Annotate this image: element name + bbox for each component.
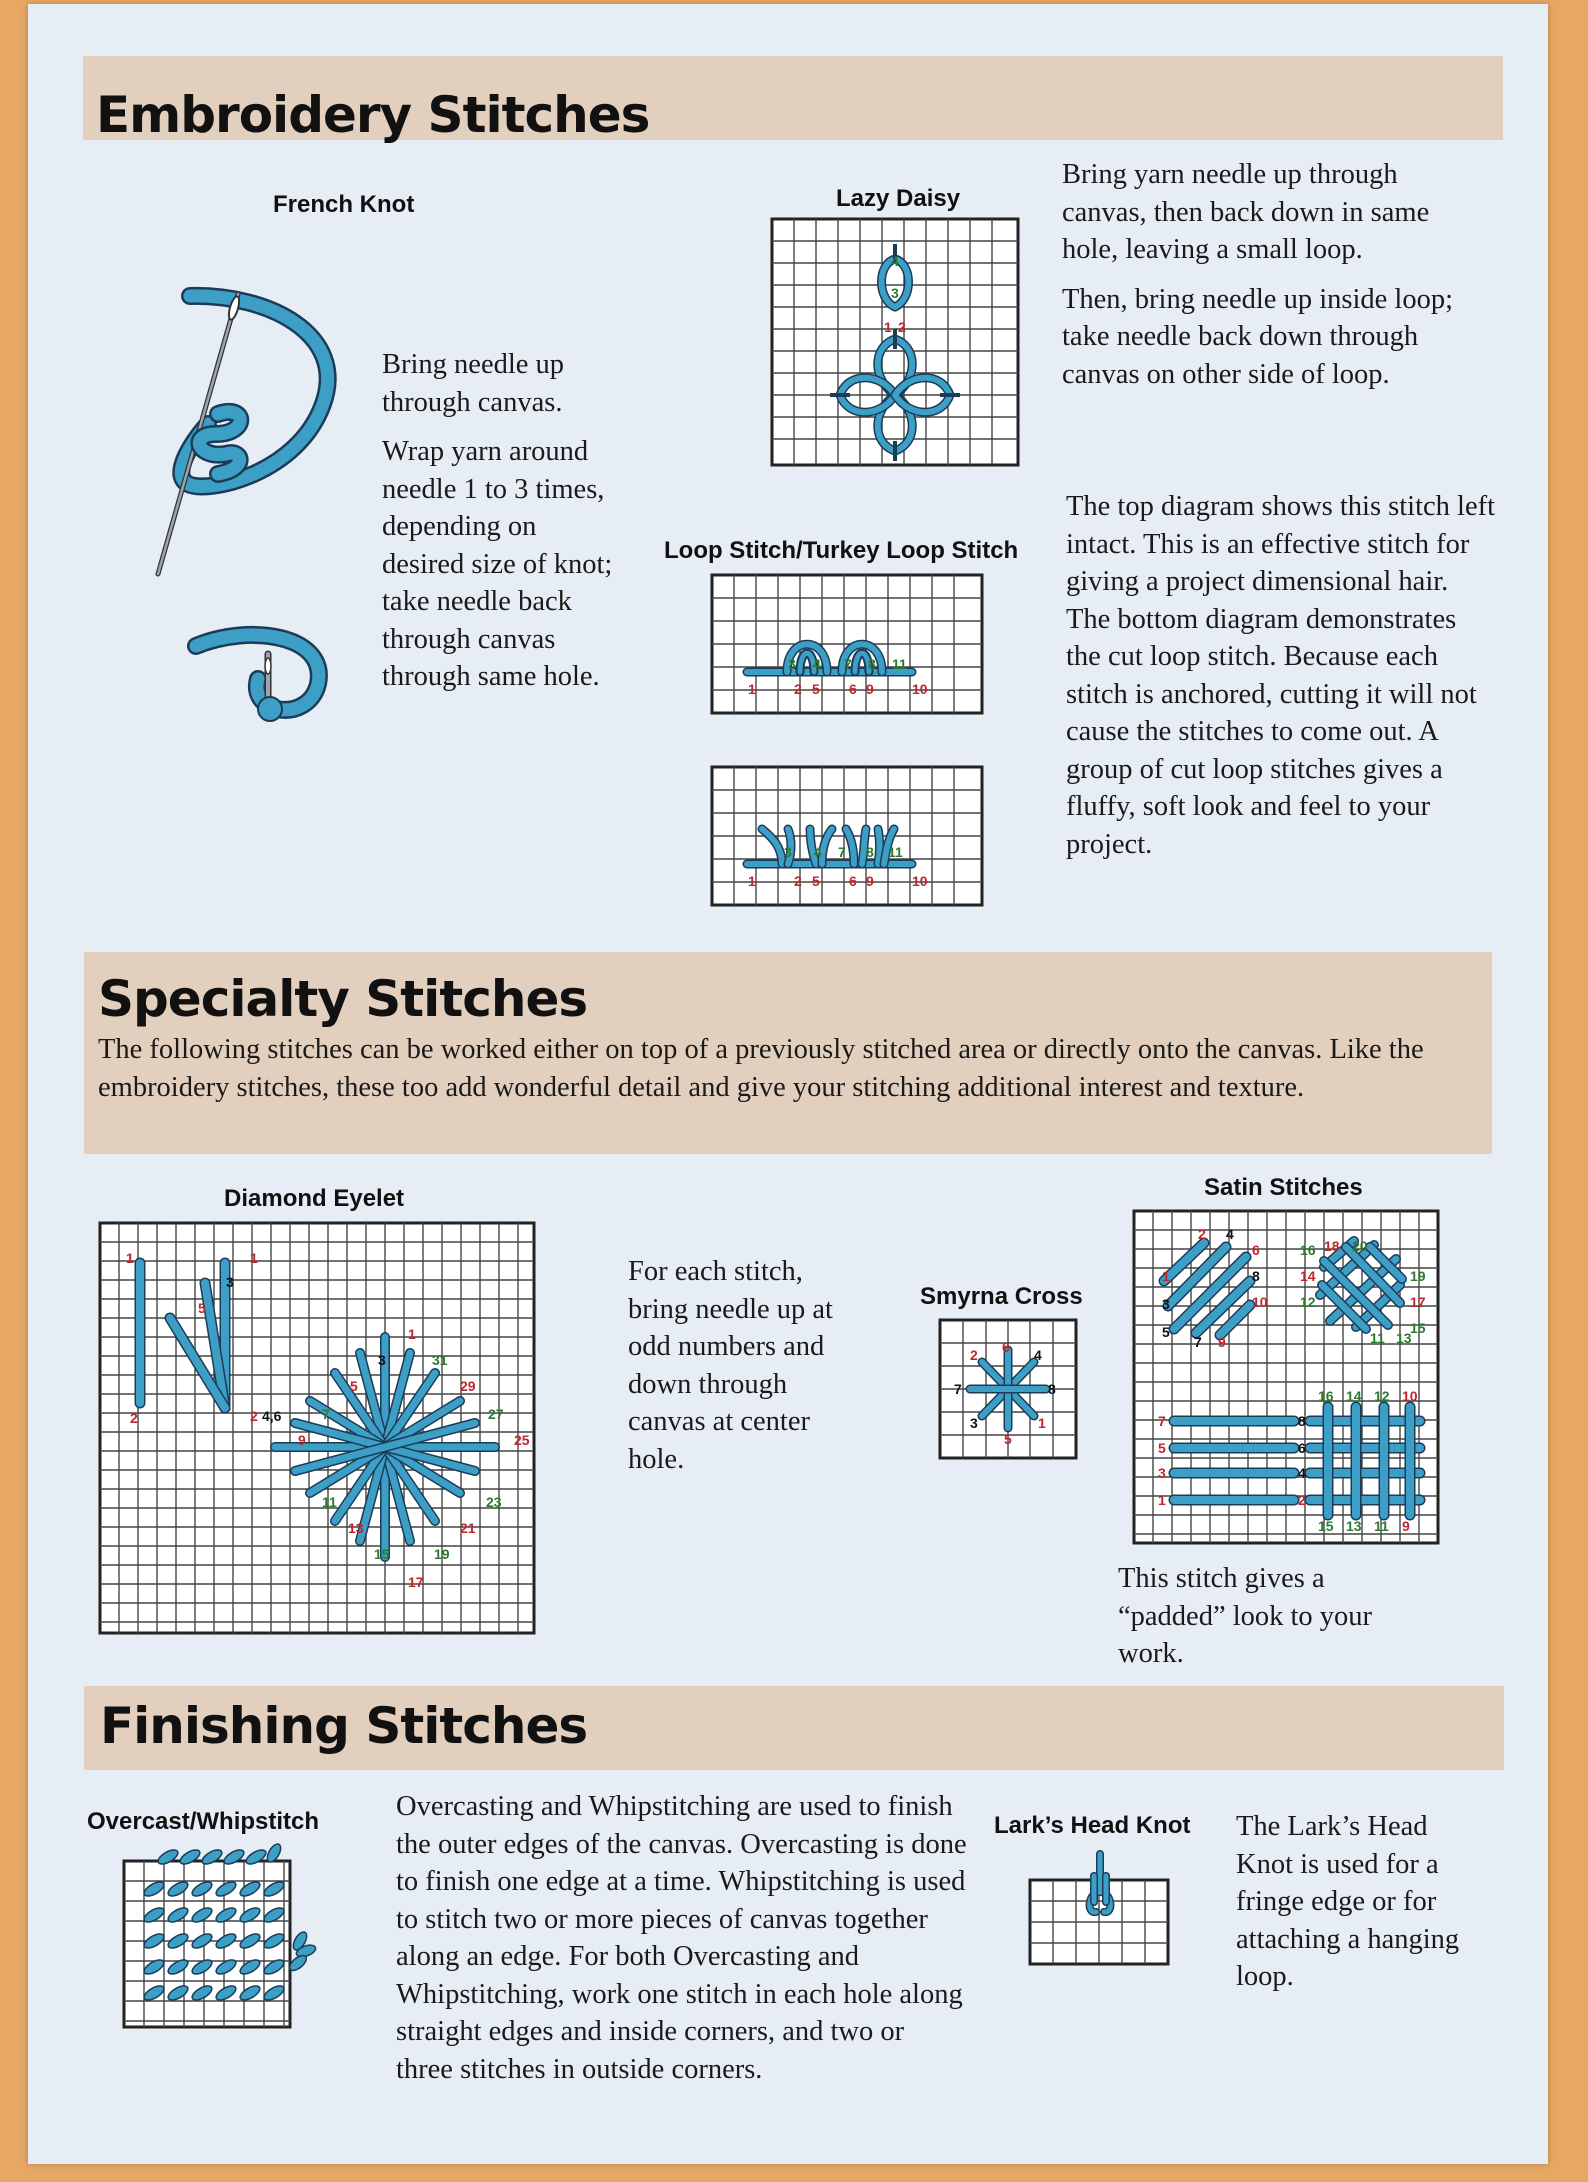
eyelet-num: 5 — [350, 1378, 358, 1394]
smyrna-num: 1 — [1038, 1415, 1046, 1431]
eyelet-num: 2 — [250, 1408, 258, 1424]
loop-top-num: 8 — [868, 656, 876, 672]
smyrna-num: 3 — [970, 1415, 978, 1431]
loop-bottom-num: 5 — [812, 873, 820, 889]
smyrna-num: 6 — [1002, 1339, 1010, 1355]
eyelet-num: 21 — [460, 1520, 476, 1536]
loop-bottom-num: 3 — [784, 844, 792, 860]
satin-num: 13 — [1396, 1330, 1412, 1346]
eyelet-num: 3 — [378, 1352, 386, 1368]
satin-num: 7 — [1194, 1334, 1202, 1350]
larks-head-diagram — [1028, 1852, 1172, 1966]
smyrna-cross-label: Smyrna Cross — [920, 1283, 1083, 1310]
eyelet-num: 31 — [432, 1352, 448, 1368]
specialty-intro: The following stitches can be worked either on top of a previously stitched area or directly onto the canvas. Like the embroidery stitches, these too add wonderful detail and give your stitching additional interest and texture. — [98, 1034, 1424, 1103]
eyelet-num: 2 — [130, 1410, 138, 1426]
smyrna-num: 5 — [1004, 1431, 1012, 1447]
loop-bottom-num: 2 — [794, 873, 802, 889]
loop-top-num: 7 — [844, 656, 852, 672]
lazy-daisy-num: 1 — [884, 319, 892, 335]
eyelet-num: 4,6 — [262, 1408, 282, 1424]
satin-num: 3 — [1162, 1296, 1170, 1312]
loop-top-num: 2 — [794, 681, 802, 697]
lazy-daisy-step-2: Then, bring needle up inside loop; take needle back down through canvas on other side of loop. — [1062, 283, 1453, 390]
lazy-daisy-label: Lazy Daisy — [836, 185, 961, 212]
lazy-daisy-num: 3 — [891, 285, 899, 301]
satin-num: 2 — [1198, 1226, 1206, 1242]
eyelet-num: 19 — [434, 1546, 450, 1562]
satin-stitches-text: This stitch gives a “padded” look to your work. — [1118, 1563, 1373, 1669]
eyelet-num: 7 — [322, 1406, 330, 1422]
satin-num: 7 — [1158, 1413, 1166, 1429]
french-knot-text — [382, 346, 622, 708]
smyrna-num: 7 — [954, 1381, 962, 1397]
lazy-daisy-num: 4 — [891, 253, 899, 269]
satin-num: 18 — [1324, 1238, 1340, 1254]
overcast-label: Overcast/Whipstitch — [87, 1808, 320, 1835]
eyelet-num: 13 — [348, 1520, 364, 1536]
diamond-eyelet-text: For each stitch, bring needle up at odd numbers and down through canvas at center hole. — [628, 1256, 833, 1475]
overcast-text: Overcasting and Whipstitching are used to finish the outer edges of the canvas. Overcasting is done to finish one edge at a time. Whipstitching is used to stitch two or more pieces of canvas together along an edge. For both Overcasting and Whipstitching, work one stitch in each hole along straight edges and inside corners, and two or three stitches in outside corners. — [396, 1791, 967, 2085]
satin-num: 4 — [1298, 1465, 1306, 1481]
lazy-daisy-text — [1062, 156, 1482, 405]
loop-top-num: 9 — [866, 681, 874, 697]
satin-stitches-label: Satin Stitches — [1204, 1174, 1363, 1201]
lazy-daisy-diagram — [772, 219, 1018, 465]
loop-bottom-num: 10 — [912, 873, 928, 889]
eyelet-num: 15 — [374, 1546, 390, 1562]
satin-num: 3 — [1158, 1465, 1166, 1481]
loop-stitch-label: Loop Stitch/Turkey Loop Stitch — [664, 537, 1019, 564]
eyelet-num: 23 — [486, 1494, 502, 1510]
loop-top-num: 4 — [813, 656, 821, 672]
eyelet-num: 1 — [250, 1250, 258, 1266]
overcast-diagram — [124, 1845, 324, 2029]
page — [28, 4, 1548, 2164]
satin-num: 8 — [1298, 1413, 1306, 1429]
diamond-eyelet-label: Diamond Eyelet — [224, 1185, 405, 1212]
smyrna-num: 2 — [970, 1347, 978, 1363]
loop-top-num: 1 — [748, 681, 756, 697]
loop-bottom-num: 7 — [838, 844, 846, 860]
satin-num: 19 — [1410, 1268, 1426, 1284]
embroidery-title: Embroidery Stitches — [96, 86, 650, 144]
loop-top-num: 10 — [912, 681, 928, 697]
french-knot-step-1: Bring needle up through canvas. — [382, 349, 565, 418]
satin-num: 1 — [1158, 1492, 1166, 1508]
loop-bottom-num: 6 — [849, 873, 857, 889]
loop-stitch-bottom-diagram — [712, 767, 982, 905]
smyrna-num: 8 — [1048, 1381, 1056, 1397]
eyelet-num: 5 — [198, 1300, 206, 1316]
satin-num: 11 — [1374, 1518, 1389, 1534]
eyelet-num: 17 — [408, 1574, 424, 1590]
loop-top-num: 6 — [849, 681, 857, 697]
loop-top-num: 11 — [892, 656, 907, 672]
loop-bottom-num: 1 — [748, 873, 756, 889]
satin-num: 9 — [1402, 1518, 1410, 1534]
satin-num: 8 — [1252, 1268, 1260, 1284]
loop-bottom-num: 8 — [866, 844, 874, 860]
satin-num: 10 — [1402, 1388, 1418, 1404]
eyelet-num: 1 — [408, 1326, 416, 1342]
satin-num: 5 — [1162, 1324, 1170, 1340]
satin-num: 15 — [1318, 1518, 1334, 1534]
french-knot-label: French Knot — [273, 191, 415, 218]
satin-num: 15 — [1410, 1320, 1426, 1336]
satin-num: 6 — [1252, 1242, 1260, 1258]
eyelet-num: 27 — [488, 1406, 504, 1422]
satin-num: 10 — [1252, 1294, 1268, 1310]
smyrna-cross-diagram — [940, 1320, 1076, 1458]
satin-num: 16 — [1300, 1242, 1316, 1258]
satin-num: 14 — [1346, 1388, 1362, 1404]
loop-bottom-num: 9 — [866, 873, 874, 889]
satin-num: 14 — [1300, 1268, 1316, 1284]
satin-num: 9 — [1218, 1334, 1226, 1350]
satin-num: 16 — [1318, 1388, 1334, 1404]
eyelet-num: 3 — [226, 1274, 234, 1290]
satin-num: 11 — [1370, 1330, 1385, 1346]
lazy-daisy-num: 2 — [898, 319, 906, 335]
satin-num: 1 — [1162, 1268, 1170, 1284]
satin-num: 2 — [1298, 1492, 1306, 1508]
eyelet-num: 25 — [514, 1432, 530, 1448]
loop-stitch-text: The top diagram shows this stitch left intact. This is an effective stitch for giving a project dimensional hair. The bottom diagram demonstrates the cut loop stitch. Because each stitch is anchored, cutting it will not cause the stitches to come out. A group of cut loop stitches gives a fluffy, soft look and feel to your project. — [1066, 491, 1496, 860]
eyelet-num: 9 — [298, 1432, 306, 1448]
loop-top-num: 5 — [812, 681, 820, 697]
satin-num: 20 — [1352, 1238, 1368, 1254]
eyelet-num: 11 — [322, 1494, 337, 1510]
eyelet-num: 29 — [460, 1378, 476, 1394]
satin-num: 5 — [1158, 1440, 1166, 1456]
larks-head-text: The Lark’s Head Knot is used for a fringe edge or for attaching a hanging loop. — [1236, 1811, 1460, 1992]
specialty-title: Specialty Stitches — [98, 970, 588, 1028]
satin-num: 13 — [1346, 1518, 1362, 1534]
satin-num: 12 — [1300, 1294, 1316, 1310]
eyelet-num: 1 — [126, 1250, 134, 1266]
lazy-daisy-step-1: Bring yarn needle up through canvas, then back down in same hole, leaving a small loop. — [1062, 159, 1430, 265]
french-knot-illustration — [148, 284, 368, 724]
satin-num: 17 — [1410, 1294, 1426, 1310]
satin-num: 12 — [1374, 1388, 1390, 1404]
loop-top-num: 3 — [788, 656, 796, 672]
satin-num: 4 — [1226, 1226, 1234, 1242]
loop-bottom-num: 4 — [814, 844, 822, 860]
french-knot-step-2: Wrap yarn around needle 1 to 3 times, depending on desired size of knot; take needle back through canvas through same hole. — [382, 436, 613, 692]
smyrna-num: 4 — [1034, 1347, 1042, 1363]
satin-stitches-diagram — [1134, 1211, 1438, 1543]
finishing-title: Finishing Stitches — [100, 1697, 588, 1755]
diamond-eyelet-diagram — [100, 1223, 534, 1633]
larks-head-label: Lark’s Head Knot — [994, 1812, 1191, 1839]
satin-num: 6 — [1298, 1440, 1306, 1456]
loop-stitch-top-diagram — [712, 575, 982, 713]
loop-bottom-num: 11 — [888, 844, 903, 860]
